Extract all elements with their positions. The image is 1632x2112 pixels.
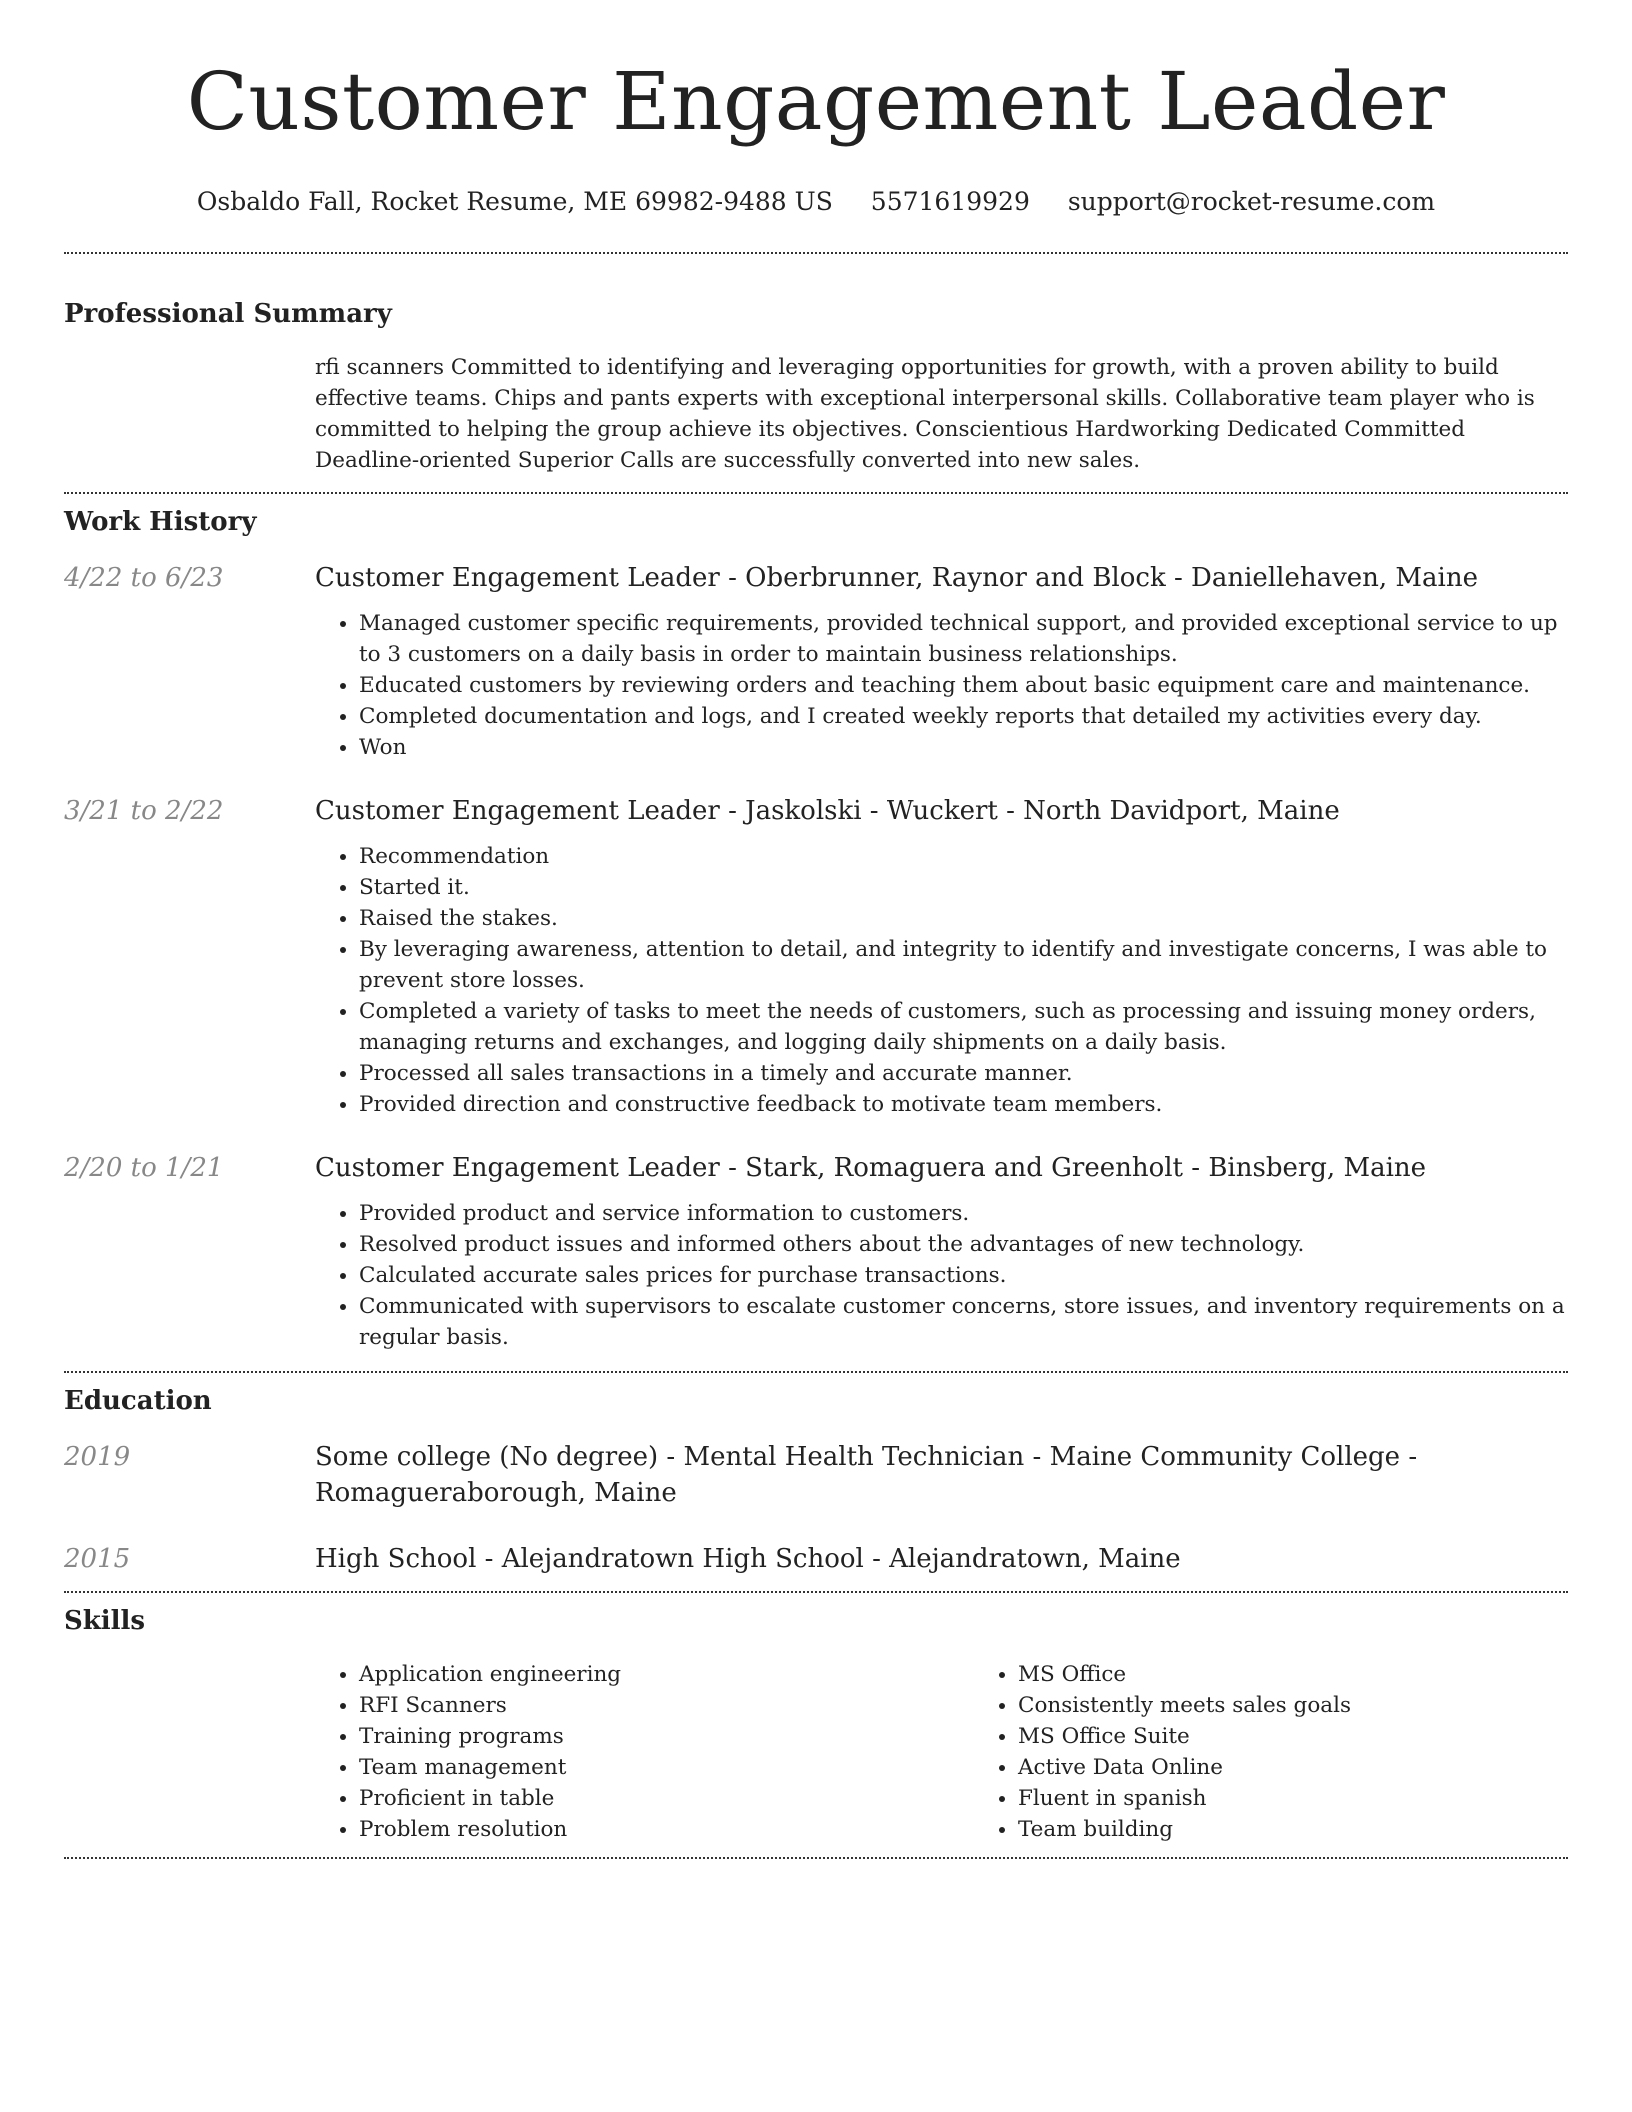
- work-heading: Work History: [64, 507, 257, 537]
- education-degree: High School: [315, 1544, 477, 1574]
- summary-spacer: [64, 352, 315, 476]
- job-dates: 3/21 to 2/22: [64, 796, 224, 826]
- list-item: • Proficient in table: [359, 1783, 974, 1814]
- job-bullets: [315, 841, 1568, 1120]
- list-item: • Team building: [1018, 1814, 1632, 1845]
- job-details: [315, 560, 1568, 763]
- summary-row: [64, 352, 1568, 476]
- summary-text: rfi scanners Committed to identifying and leveraging opportunities for growth, with a proven ability to build effective teams. Chips and pants experts with exceptional interpersonal skills. Collaborative team player who is committed to helping the group achieve its objectives. Conscientious Hardworking Dedicated Committed Deadline-oriented Superior Calls are successfully converted into new sales.: [315, 355, 1535, 473]
- candidate-name: Customer Engagement Leader: [186, 55, 1446, 148]
- list-item: • Completed a variety of tasks to meet the needs of customers, such as processing and issuing money orders, managing returns and exchanges, and logging daily shipments on a daily basis.: [359, 996, 1568, 1058]
- divider: [64, 1857, 1568, 1859]
- list-item: • Problem resolution: [359, 1814, 974, 1845]
- divider: [64, 1591, 1568, 1593]
- list-item: • Consistently meets sales goals: [1018, 1690, 1632, 1721]
- summary-section: [64, 298, 1568, 476]
- job-title: [315, 1150, 1568, 1186]
- education-entry: [64, 1439, 1568, 1511]
- job-details: [315, 1150, 1568, 1353]
- education-heading: Education: [64, 1386, 212, 1416]
- contact-email: support@rocket-resume.com: [1067, 187, 1436, 216]
- list-item: • Started it.: [359, 872, 1568, 903]
- list-item: • Processed all sales transactions in a timely and accurate manner.: [359, 1058, 1568, 1089]
- job-entry: [64, 1150, 1568, 1353]
- job-role: Customer Engagement Leader: [315, 1153, 720, 1183]
- education-section: [64, 1385, 1568, 1577]
- divider: [64, 1371, 1568, 1373]
- job-company: - Stark, Romaguera and Greenholt - Binsberg, Maine: [719, 1153, 1427, 1183]
- list-item: • MS Office Suite: [1018, 1721, 1632, 1752]
- list-item: • Educated customers by reviewing orders and teaching them about basic equipment care and maintenance.: [359, 670, 1568, 701]
- job-dates: 2/20 to 1/21: [64, 1153, 224, 1183]
- education-year: 2019: [64, 1442, 131, 1472]
- job-bullets: [315, 608, 1568, 763]
- skills-list-right: [974, 1659, 1632, 1845]
- list-item: • Completed documentation and logs, and I created weekly reports that detailed my activities every day.: [359, 701, 1568, 732]
- list-item: • Won: [359, 732, 1568, 763]
- contact-address: Osbaldo Fall, Rocket Resume, ME 69982-9488 US: [196, 187, 833, 216]
- skills-section: [64, 1605, 1568, 1845]
- list-item: • Fluent in spanish: [1018, 1783, 1632, 1814]
- skills-spacer: [64, 1659, 315, 1845]
- work-section: [64, 506, 1568, 1353]
- education-school: - Maine Community College - Romagueraborough, Maine: [315, 1442, 1418, 1508]
- list-item: • Communicated with supervisors to escalate customer concerns, store issues, and inventory requirements on a regular basis.: [359, 1291, 1568, 1353]
- job-entry: [64, 793, 1568, 1120]
- list-item: • RFI Scanners: [359, 1690, 974, 1721]
- list-item: • Calculated accurate sales prices for purchase transactions.: [359, 1260, 1568, 1291]
- list-item: • MS Office: [1018, 1659, 1632, 1690]
- divider: [64, 492, 1568, 494]
- list-item: • Provided direction and constructive feedback to motivate team members.: [359, 1089, 1568, 1120]
- list-item: • Managed customer specific requirements, provided technical support, and provided exceptional service to up to 3 customers on a daily basis in order to maintain business relationships.: [359, 608, 1568, 670]
- list-item: • Recommendation: [359, 841, 1568, 872]
- list-item: • Raised the stakes.: [359, 903, 1568, 934]
- job-entry: [64, 560, 1568, 763]
- education-degree: Some college (No degree) - Mental Health Technician: [315, 1442, 1025, 1472]
- skills-list-left: [315, 1659, 974, 1845]
- job-role: Customer Engagement Leader: [315, 563, 720, 593]
- summary-heading: Professional Summary: [64, 299, 392, 329]
- education-details: [315, 1439, 1568, 1511]
- education-title: [315, 1541, 1568, 1577]
- job-bullets: [315, 1198, 1568, 1353]
- list-item: • By leveraging awareness, attention to detail, and integrity to identify and investigate concerns, I was able to prevent store losses.: [359, 934, 1568, 996]
- education-title: [315, 1439, 1568, 1511]
- list-item: • Team management: [359, 1752, 974, 1783]
- skills-heading: Skills: [64, 1606, 146, 1636]
- skills-row: [64, 1659, 1568, 1845]
- list-item: • Training programs: [359, 1721, 974, 1752]
- education-year: 2015: [64, 1544, 131, 1574]
- list-item: • Resolved product issues and informed others about the advantages of new technology.: [359, 1229, 1568, 1260]
- education-entry: [64, 1541, 1568, 1577]
- job-title: [315, 560, 1568, 596]
- contact-line: [64, 186, 1568, 218]
- education-details: [315, 1541, 1568, 1577]
- job-dates: 4/22 to 6/23: [64, 563, 224, 593]
- job-details: [315, 793, 1568, 1120]
- education-school: - Alejandratown High School - Alejandratown, Maine: [476, 1544, 1181, 1574]
- skills-grid: [315, 1659, 1632, 1845]
- job-role: Customer Engagement Leader: [315, 796, 720, 826]
- job-company: - Oberbrunner, Raynor and Block - Daniellehaven, Maine: [719, 563, 1479, 593]
- list-item: • Provided product and service information to customers.: [359, 1198, 1568, 1229]
- job-company: - Jaskolski - Wuckert - North Davidport, Maine: [719, 796, 1340, 826]
- job-title: [315, 793, 1568, 829]
- list-item: • Application engineering: [359, 1659, 974, 1690]
- list-item: • Active Data Online: [1018, 1752, 1632, 1783]
- contact-phone: 5571619929: [870, 187, 1030, 216]
- divider: [64, 252, 1568, 254]
